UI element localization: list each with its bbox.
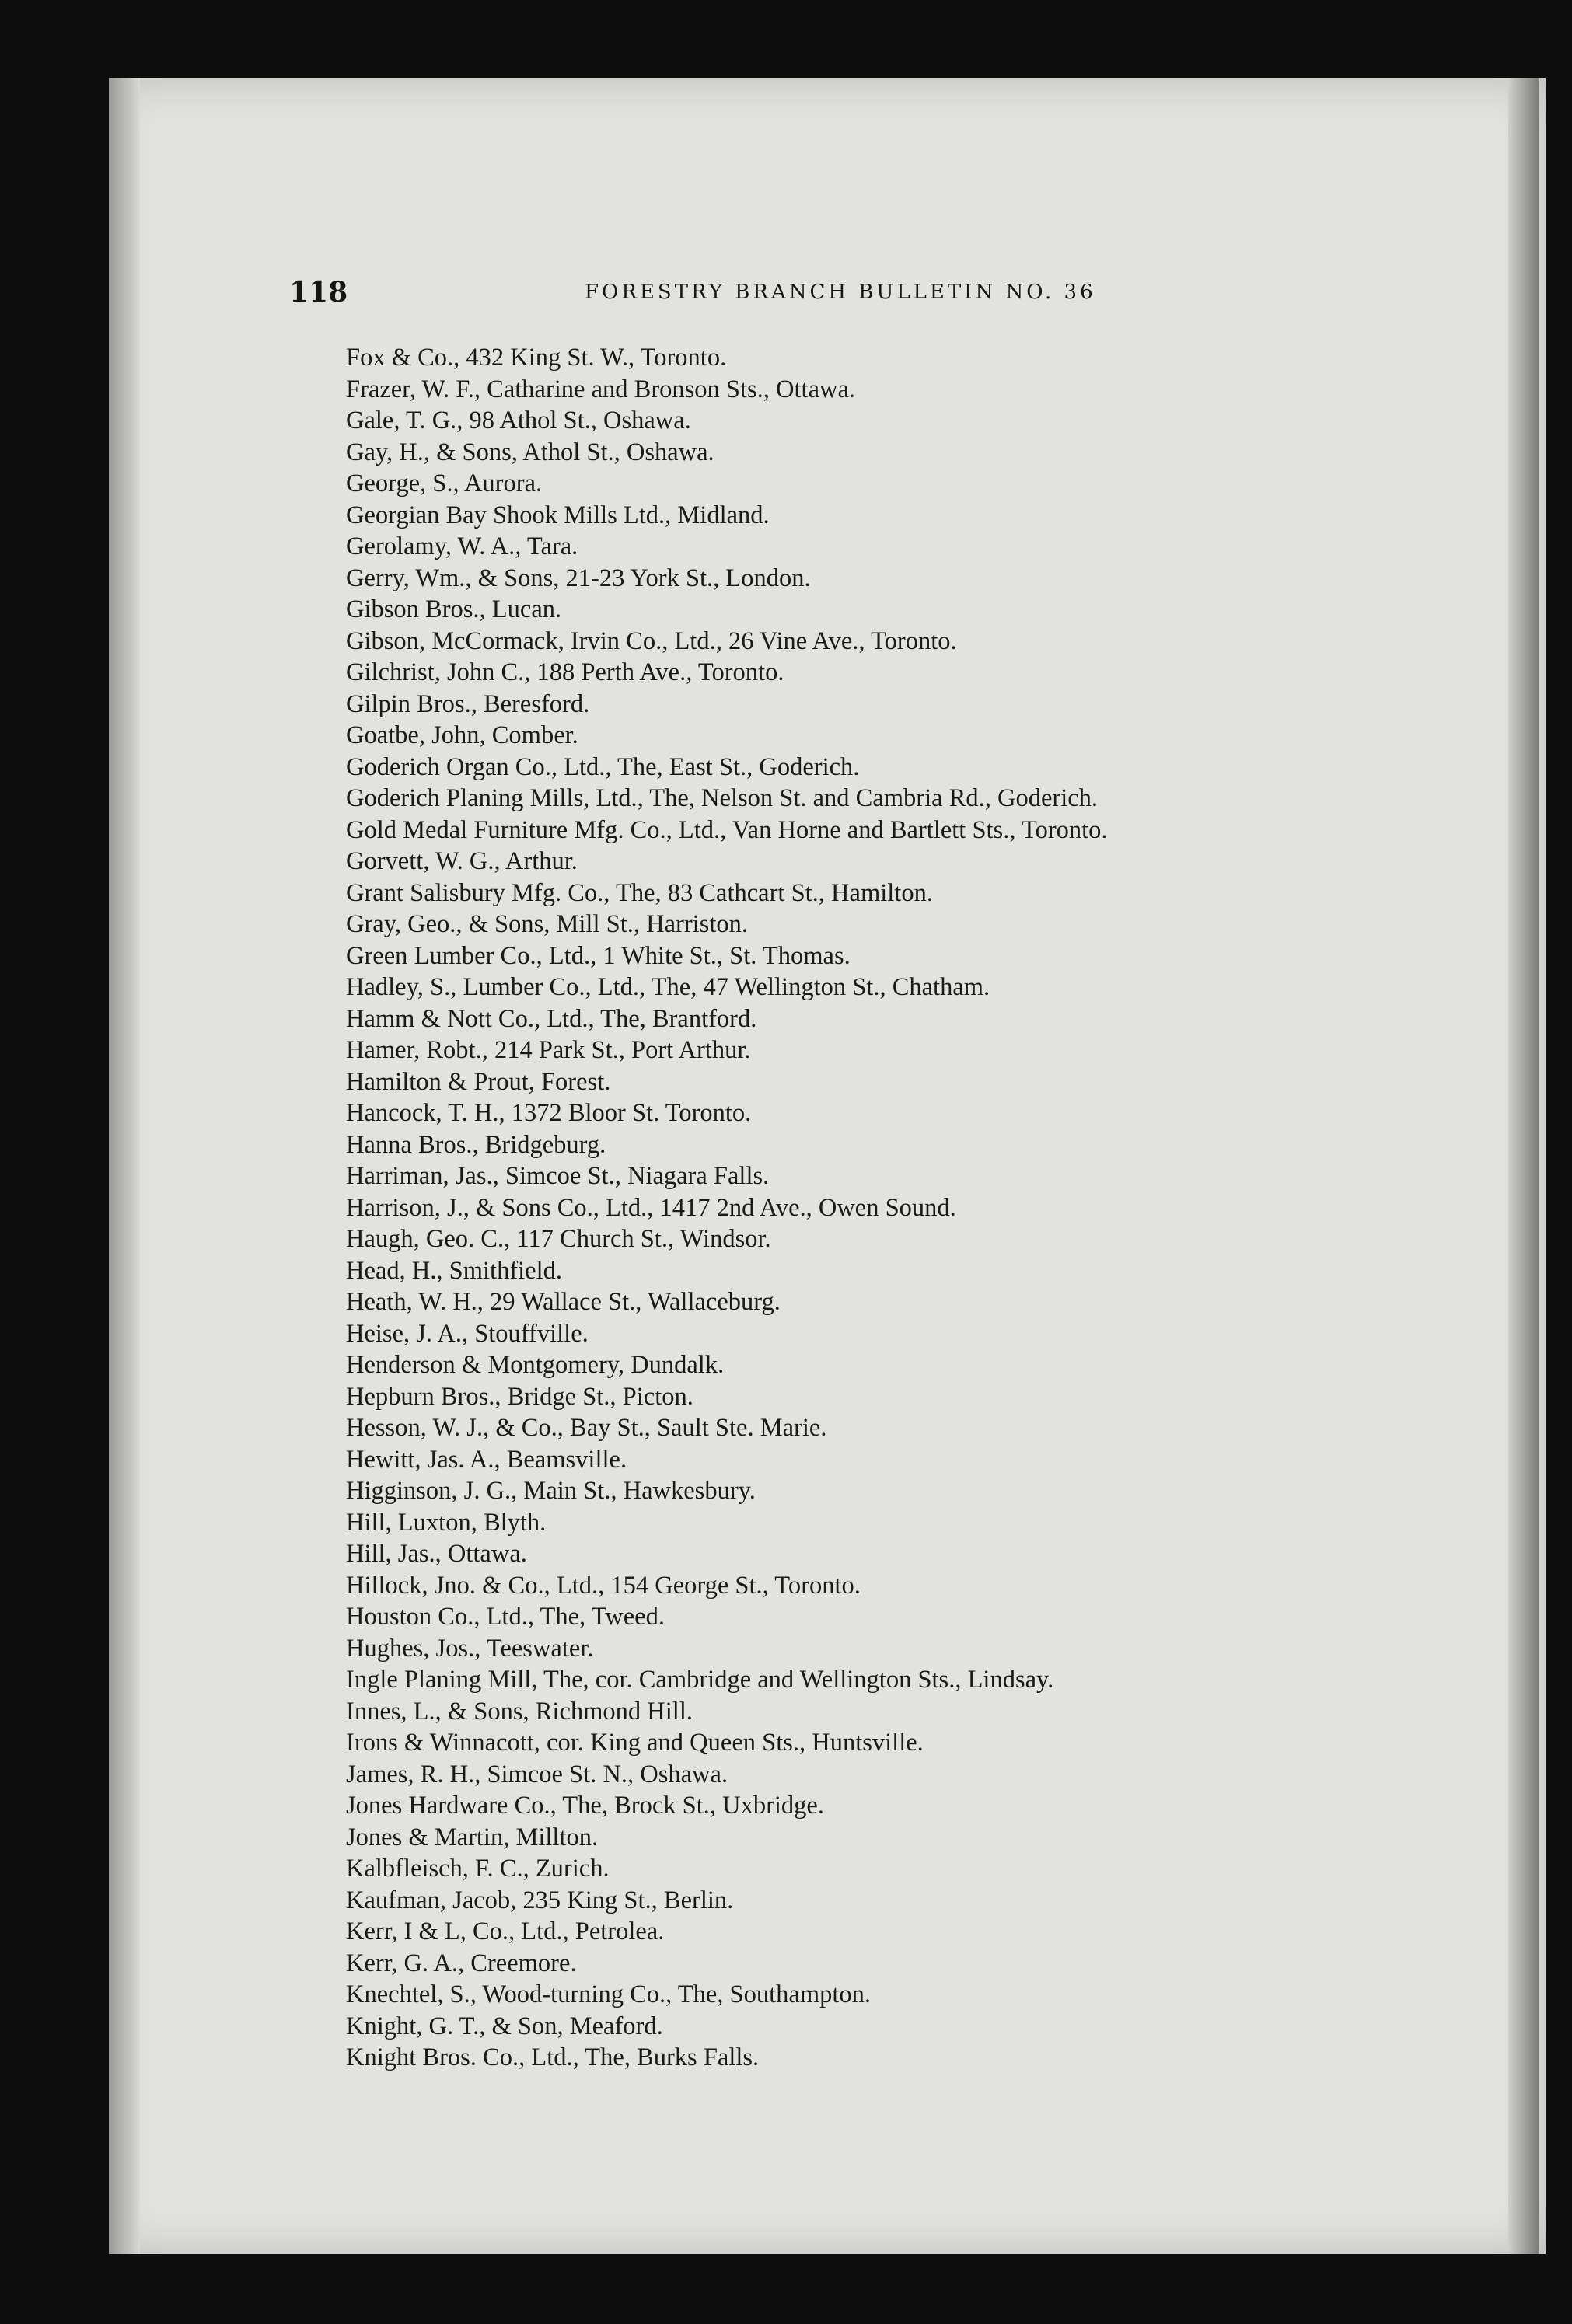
directory-entry: Harriman, Jas., Simcoe St., Niagara Falls.	[346, 1162, 770, 1190]
directory-entry: Goatbe, John, Comber.	[346, 721, 578, 749]
directory-entry: Hill, Luxton, Blyth.	[346, 1508, 547, 1537]
directory-entry: Goderich Organ Co., Ltd., The, East St., Goderich.	[346, 752, 860, 781]
directory-entry: Gale, T. G., 98 Athol St., Oshawa.	[346, 407, 691, 434]
directory-entry: James, R. H., Simcoe St. N., Oshawa.	[346, 1760, 728, 1788]
page-number: 118	[289, 276, 348, 309]
directory-entry: Head, H., Smithfield.	[346, 1256, 563, 1285]
directory-entry: Houston Co., Ltd., The, Tweed.	[346, 1603, 665, 1631]
directory-entry: Kaufman, Jacob, 235 King St., Berlin.	[346, 1886, 734, 1914]
directory-entry: Hadley, S., Lumber Co., Ltd., The, 47 Wellington St., Chatham.	[346, 973, 990, 1001]
directory-entry: Georgian Bay Shook Mills Ltd., Midland.	[346, 501, 770, 529]
page-header	[289, 276, 1113, 315]
directory-entry: Gilpin Bros., Beresford.	[346, 689, 590, 718]
directory-entry: Gorvett, W. G., Arthur.	[346, 847, 578, 875]
directory-entry: Heath, W. H., 29 Wallace St., Wallaceburg.	[346, 1288, 781, 1316]
directory-entry: Hillock, Jno. & Co., Ltd., 154 George St., Toronto.	[346, 1571, 861, 1600]
directory-entry: Kerr, G. A., Creemore.	[346, 1949, 577, 1977]
running-title: FORESTRY BRANCH BULLETIN NO. 36	[585, 281, 1096, 304]
directory-entry: Hancock, T. H., 1372 Bloor St. Toronto.	[346, 1099, 752, 1127]
directory-entry: Hill, Jas., Ottawa.	[346, 1540, 527, 1568]
directory-entry: Haugh, Geo. C., 117 Church St., Windsor.	[346, 1225, 771, 1253]
directory-entry: Hughes, Jos., Teeswater.	[346, 1634, 594, 1663]
directory-entry: Fox & Co., 432 King St. W., Toronto.	[346, 344, 727, 372]
directory-entry: Higginson, J. G., Main St., Hawkesbury.	[346, 1477, 756, 1505]
directory-entry: Gold Medal Furniture Mfg. Co., Ltd., Van Horne and Bartlett Sts., Toronto.	[346, 815, 1108, 844]
directory-entry: Kalbfleisch, F. C., Zurich.	[346, 1855, 610, 1883]
directory-entry: Gerry, Wm., & Sons, 21-23 York St., London.	[346, 564, 811, 592]
directory-entry: Gilchrist, John C., 188 Perth Ave., Toronto.	[346, 658, 784, 686]
directory-entry: Gay, H., & Sons, Athol St., Oshawa.	[346, 438, 714, 466]
directory-entry: Gerolamy, W. A., Tara.	[346, 532, 578, 560]
directory-entry: George, S., Aurora.	[346, 469, 543, 497]
directory-entry: Knight, G. T., & Son, Meaford.	[346, 2012, 663, 2040]
directory-entry: Henderson & Montgomery, Dundalk.	[346, 1351, 725, 1379]
directory-entry: Irons & Winnacott, cor. King and Queen Sts., Huntsville.	[346, 1729, 924, 1757]
directory-entry: Ingle Planing Mill, The, cor. Cambridge and Wellington Sts., Lindsay.	[346, 1666, 1054, 1694]
directory-entry: Knight Bros. Co., Ltd., The, Burks Falls.	[346, 2043, 760, 2071]
directory-entry: Gibson, McCormack, Irvin Co., Ltd., 26 Vine Ave., Toronto.	[346, 626, 957, 655]
page-binding-edge	[109, 78, 140, 2254]
directory-list	[346, 342, 1465, 2074]
directory-entry: Harrison, J., & Sons Co., Ltd., 1417 2nd Ave., Owen Sound.	[346, 1193, 956, 1222]
directory-entry: Hewitt, Jas. A., Beamsville.	[346, 1445, 627, 1474]
directory-entry: Jones Hardware Co., The, Brock St., Uxbridge.	[346, 1792, 824, 1820]
directory-entry: Hamer, Robt., 214 Park St., Port Arthur.	[346, 1036, 751, 1064]
directory-entry: Hamilton & Prout, Forest.	[346, 1067, 611, 1096]
directory-entry: Hanna Bros., Bridgeburg.	[346, 1130, 606, 1159]
directory-entry: Hepburn Bros., Bridge St., Picton.	[346, 1382, 693, 1411]
directory-entry: Innes, L., & Sons, Richmond Hill.	[346, 1697, 693, 1726]
directory-entry: Grant Salisbury Mfg. Co., The, 83 Cathcart St., Hamilton.	[346, 878, 933, 907]
directory-entry: Knechtel, S., Wood-turning Co., The, Southampton.	[346, 1980, 872, 2008]
directory-entry: Hamm & Nott Co., Ltd., The, Brantford.	[346, 1004, 757, 1033]
page-right-edge	[1508, 78, 1539, 2254]
directory-entry: Jones & Martin, Millton.	[346, 1823, 599, 1851]
directory-entry: Goderich Planing Mills, Ltd., The, Nelson St. and Cambria Rd., Goderich.	[346, 784, 1099, 812]
directory-entry: Kerr, I & L, Co., Ltd., Petrolea.	[346, 1917, 665, 1945]
directory-entry: Frazer, W. F., Catharine and Bronson Sts., Ottawa.	[346, 375, 856, 403]
directory-entry: Gibson Bros., Lucan.	[346, 595, 562, 623]
directory-entry: Gray, Geo., & Sons, Mill St., Harriston.	[346, 910, 748, 938]
directory-entry: Green Lumber Co., Ltd., 1 White St., St. Thomas.	[346, 941, 851, 970]
directory-entry: Hesson, W. J., & Co., Bay St., Sault Ste. Marie.	[346, 1414, 827, 1442]
directory-entry: Heise, J. A., Stouffville.	[346, 1319, 589, 1348]
